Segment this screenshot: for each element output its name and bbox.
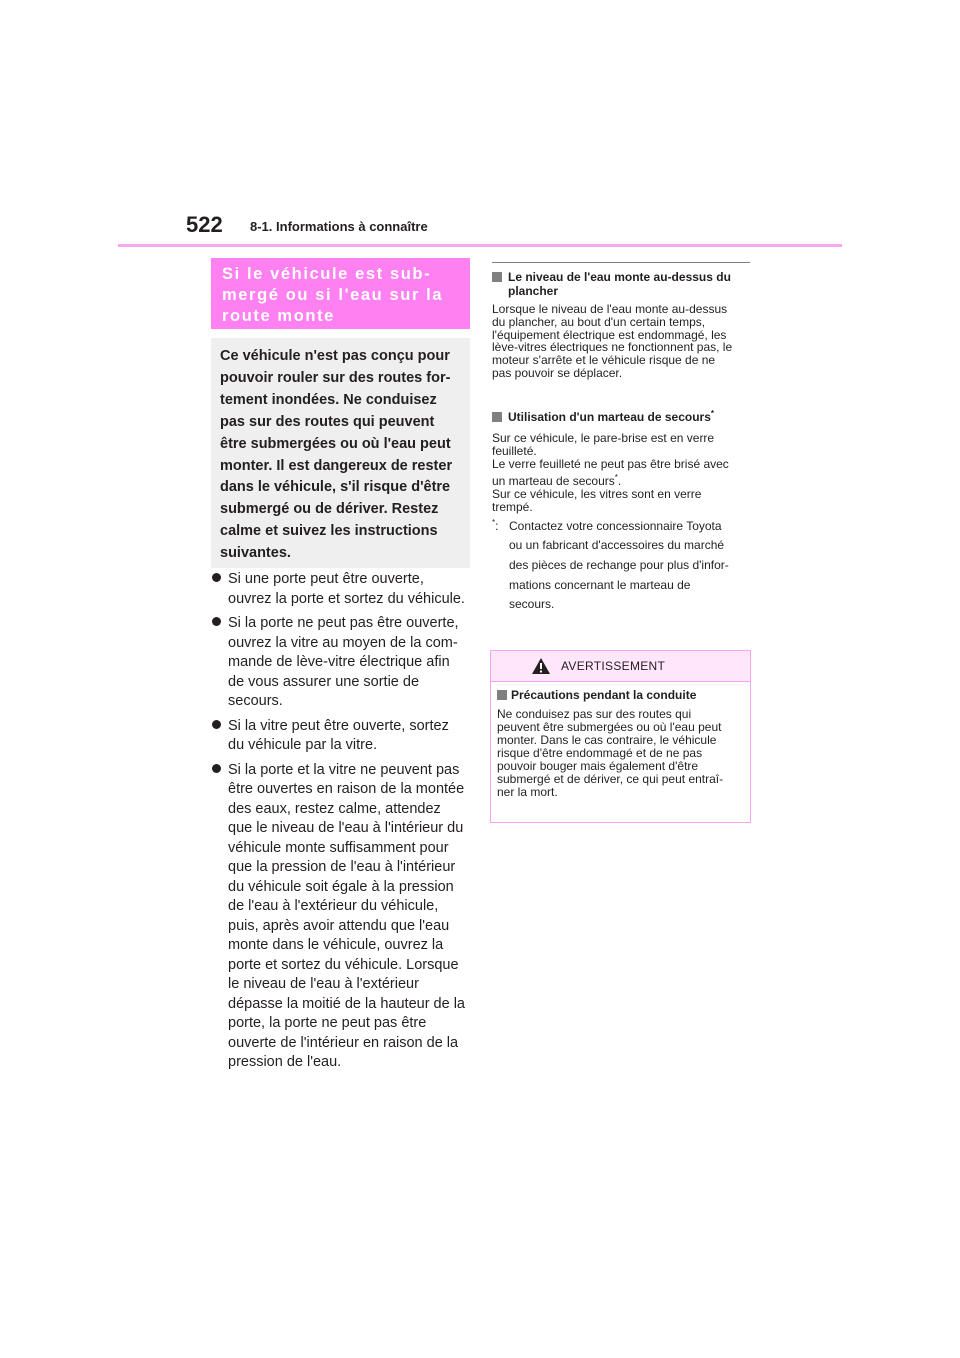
square-bullet-icon [497,690,507,700]
warning-line: pouvoir bouger mais également d'être [497,759,699,773]
list-item-line: Si la porte et la vitre ne peuvent pas [228,761,460,778]
list-item-line: pression de l'eau. [228,1054,342,1070]
body-line: Lorsque le niveau de l'eau monte au-dessus [492,302,728,316]
list-item-line: ouverte de l'intérieur en raison de la [228,1034,459,1051]
bullet-icon [212,617,221,626]
section-heading [211,258,470,329]
sub-heading [492,270,754,298]
sub-heading [492,410,754,424]
notice-line: Ce véhicule n'est pas conçu pour [220,348,450,364]
list-item-line: du véhicule par la vitre. [228,737,378,753]
notice-line: pas sur des routes qui peuvent [220,413,435,430]
sub-heading-line: plancher [508,284,559,298]
list-item-line: de l'eau à l'extérieur du véhicule, [228,898,439,914]
list-item-line: puis, après avoir attendu que l'eau [228,917,450,934]
warning-sub-heading [497,688,744,702]
list-item-line: des eaux, restez calme, attendez [228,800,441,817]
body-line: du plancher, au bout d'un certain temps, [492,314,706,329]
list-item-line: mande de lève-vitre électrique afin [228,654,450,670]
body-punctuation: . [617,474,622,489]
list-item-line: que la pression de l'eau à l'intérieur [228,859,456,875]
section-heading-line: Si le véhicule est sub- [222,265,432,283]
list-item-line: ouvrez la vitre au moyen de la com- [228,634,458,651]
header-divider [118,244,842,247]
square-bullet-icon [492,412,502,422]
column-divider [492,262,750,263]
list-item-line: Si la porte ne peut pas être ouverte, [228,615,459,631]
list-item [211,761,473,1073]
warning-line: monter. Dans le cas contraire, le véhicule [497,733,717,747]
list-item-line: ouvrez la porte et sortez du véhicule. [228,590,465,607]
footnote-line: Contactez votre concessionnaire Toyota [509,518,722,533]
warning-triangle-icon [531,657,551,675]
list-item-line: du véhicule soit égale à la pression [228,878,454,895]
list-item [211,717,473,756]
warning-box [490,650,751,823]
warning-label: AVERTISSEMENT [561,659,666,673]
notice-line: être submergées ou où l'eau peut [220,435,451,452]
emergency-hammer-section [492,410,754,615]
footnote-line: secours. [509,597,555,612]
asterisk-mark: * [614,473,618,483]
body-line: trempé. [492,499,533,514]
list-item-line: secours. [228,693,283,709]
warning-sub-heading-text: Précautions pendant la conduite [511,688,697,702]
section-heading-line: route monte [222,307,335,325]
notice-line: submergé ou de dériver. Restez [220,501,439,518]
warning-line: Ne conduisez pas sur des routes qui [497,707,692,721]
footnote-colon: : [495,518,499,533]
body-text [492,432,754,514]
warning-text [497,708,744,799]
square-bullet-icon [492,272,502,282]
body-line: Sur ce véhicule, les vitres sont en verre [492,487,702,502]
notice-line: tement inondées. Ne conduisez [220,391,437,408]
water-level-section [492,270,754,380]
body-line: l'équipement électrique est endommagé, les [492,327,727,342]
footnote-line: ou un fabricant d'accessoires du marché [509,538,725,553]
sub-heading-text: Utilisation d'un marteau de secours [508,410,711,424]
list-item-line: être ouvertes en raison de la montée [228,781,465,797]
body-line: pas pouvoir se déplacer. [492,365,623,380]
notice-box [211,338,470,568]
page-number: 522 [186,212,223,237]
footnote-line: des pièces de rechange pour plus d'infor- [509,557,729,572]
body-line: Sur ce véhicule, le pare-brise est en verre [492,431,715,445]
list-item-line: Si la vitre peut être ouverte, sortez [228,717,449,734]
body-line: Le verre feuilleté ne peut pas être brisé avec [492,456,729,471]
list-item-line: Si une porte peut être ouverte, [228,571,424,587]
asterisk-mark: * [710,409,715,418]
notice-line: monter. Il est dangereux de rester [220,457,453,474]
list-item-line: porte, la porte ne peut pas être [228,1015,427,1031]
list-item-line: porte et sortez du véhicule. Lorsque [228,956,459,973]
notice-line: calme et suivez les instructions [220,523,438,540]
notice-line: suivantes. [220,545,291,562]
bullet-icon [212,573,221,582]
notice-line: dans le véhicule, s'il risque d'être [220,479,451,496]
list-item-line: que le niveau de l'eau à l'intérieur du [228,820,464,836]
body-line: moteur s'arrête et le véhicule risque de ne [492,353,716,368]
bullet-icon [212,720,221,729]
list-item-line: le niveau de l'eau à l'extérieur [228,976,419,992]
list-item [211,570,473,609]
body-line: un marteau de secours [492,474,615,489]
section-heading-line: mergé ou si l'eau sur la [222,286,444,304]
warning-line: ner la mort. [497,785,558,799]
footnote-line: mations concernant le marteau de [509,577,691,592]
warning-line: peuvent être submergées ou où l'eau peut [497,720,722,734]
chapter-title: 8-1. Informations à connaître [250,219,428,234]
body-text [492,303,754,380]
list-item [211,614,473,712]
list-item-line: véhicule monte suffisamment pour [228,839,449,856]
body-line: lève-vitres électriques ne fonctionnent pas, le [492,340,733,355]
footnote [492,517,754,615]
asterisk-mark: * [492,517,496,527]
list-item-line: monte dans le véhicule, ouvrez la [228,937,444,953]
warning-line: submergé et de dériver, ce qui peut entraî- [497,772,724,786]
warning-body [491,682,750,799]
bullet-icon [212,764,221,773]
notice-line: pouvoir rouler sur des routes for- [220,369,451,386]
sub-heading-line: Le niveau de l'eau monte au-dessus du [508,270,731,284]
warning-line: risque d'être endommagé et de ne pas [497,746,703,760]
body-line: feuilleté. [492,443,537,458]
list-item-line: de vous assurer une sortie de [228,673,420,690]
list-item-line: dépasse la moitié de la hauteur de la [228,995,465,1012]
warning-header [491,651,750,682]
instruction-list [211,570,473,1078]
